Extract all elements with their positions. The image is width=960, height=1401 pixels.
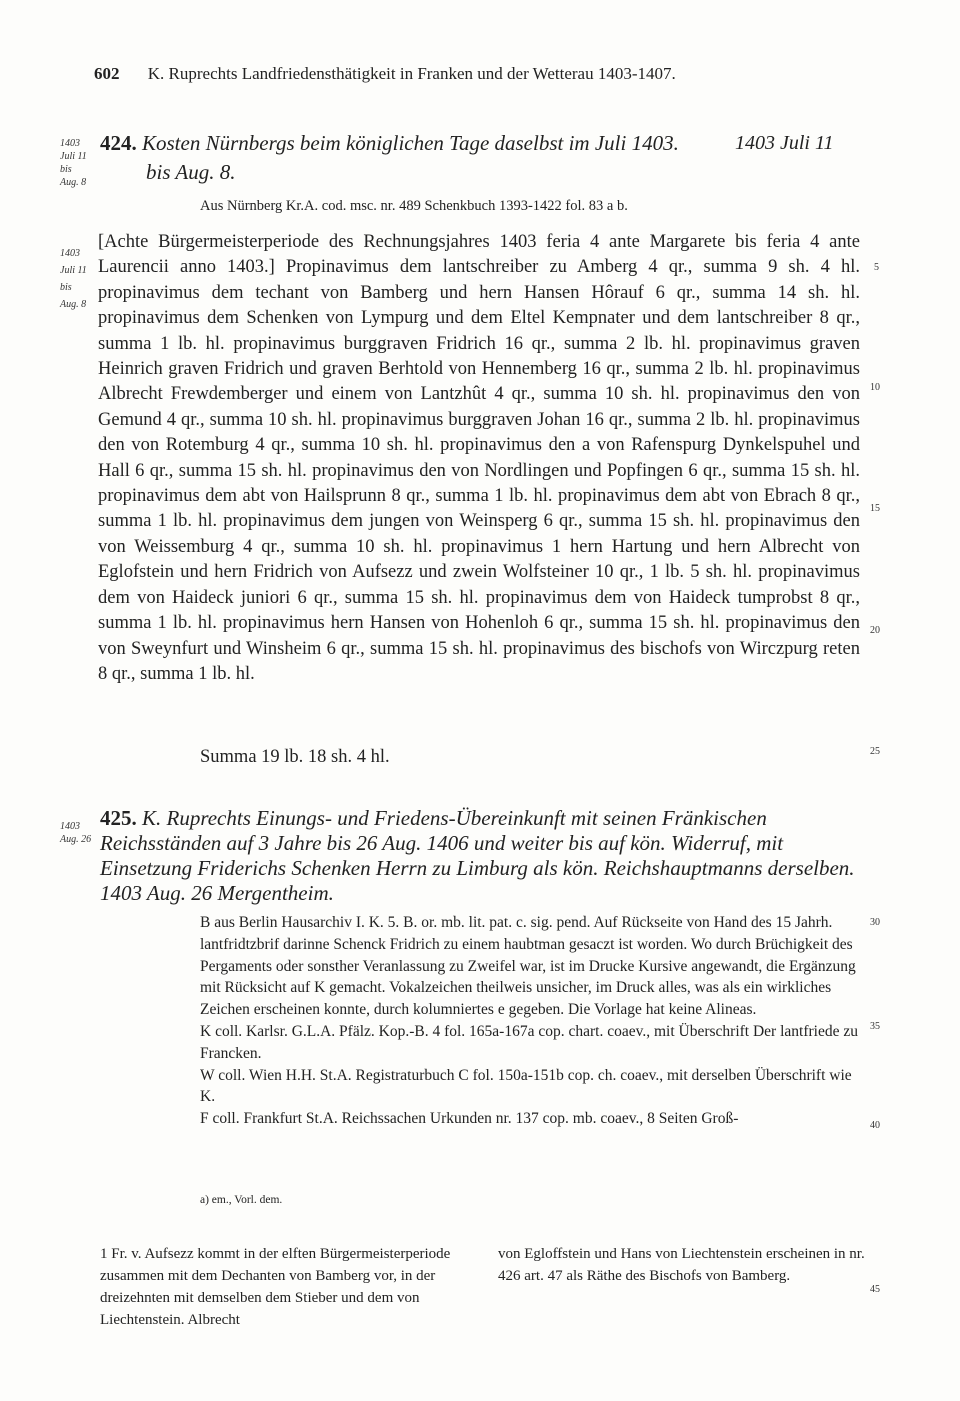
doc-425-notes — [200, 912, 865, 1130]
margin-date-line: bis — [60, 164, 72, 175]
note-paragraph: K coll. Karlsr. G.L.A. Pfälz. Kop.-B. 4 fol. 165a-167a cop. chart. coaev., mit Überschrift Der lantfriede zu Francken. — [200, 1022, 858, 1062]
footnote-1-col1: 1 Fr. v. Aufsezz kommt in der elften Bürgermeisterperiode zusammen mit dem Dechanten von Bamberg vor, in der dreizehnten mit demselben dem Stieber und dem von Liechtenstein. Albrecht — [100, 1246, 451, 1328]
margin-date-line: 1403 — [60, 821, 80, 832]
page-number: 602 — [94, 64, 120, 83]
margin-date-424-text — [60, 245, 87, 313]
doc-title-cont: bis Aug. 8. — [146, 160, 236, 184]
margin-date-424 — [60, 137, 87, 189]
doc-date: 1403 Juli 11 — [735, 132, 834, 154]
doc-number: 424. — [100, 131, 137, 155]
doc-425-heading — [100, 806, 865, 906]
doc-number: 425. — [100, 806, 137, 830]
line-number: 45 — [870, 1284, 880, 1295]
note-paragraph: W coll. Wien H.H. St.A. Registraturbuch C fol. 150a-151b cop. ch. coaev., mit derselben Überschrift wie K. — [200, 1066, 852, 1106]
note-paragraph: B aus Berlin Hausarchiv I. K. 5. B. or. mb. lit. pat. c. sig. pend. Auf Rückseite von Hand des 15 Jahrh. lantfridtzbrif darinne Schenck Fridrich zu einem haubtman gesaczt ist worden. Wo durch Brüchigkeit des Pergaments oder sonsther Veranlassung zu Zweifel war, ist im Drucke Kursive angewandt, die Ergänzung mit Rücksicht auf K gemacht. Vokalzeichen theilweis unsicher, im Druck alles, was als ein wirkliches Zeichen erscheinen konnte, durch kolumniertes e gegeben. Die Vorlage hat keine Alineas. — [200, 914, 856, 1019]
line-number: 20 — [870, 625, 880, 636]
line-number: 35 — [870, 1021, 880, 1032]
margin-date-line: Aug. 26 — [60, 834, 92, 845]
line-number: 30 — [870, 917, 880, 928]
line-number: 5 — [874, 262, 879, 273]
line-number: 25 — [870, 746, 880, 757]
margin-date-line: bis — [60, 282, 72, 293]
doc-title: K. Ruprechts Einungs- und Friedens-Übereinkunft mit seinen Fränkischen Reichsständen auf 3 Jahre bis 26 Aug. 1406 und weiter bis auf kön. Widerruf, mit Einsetzung Friderichs Schenken Herrn zu Limburg als kön. Reichshauptmanns derselben. 1403 Aug. 26 Mergentheim. — [100, 806, 855, 905]
running-header — [94, 64, 676, 84]
margin-date-line: Aug. 8 — [60, 177, 87, 188]
doc-424-heading — [100, 131, 679, 156]
margin-date-line: Juli 11 — [60, 151, 87, 162]
footnote-a: a) em., Vorl. dem. — [200, 1194, 283, 1206]
margin-date-line: Juli 11 — [60, 265, 87, 276]
running-title: K. Ruprechts Landfriedensthätigkeit in Franken und der Wetterau 1403-1407. — [147, 64, 676, 83]
doc-source: Aus Nürnberg Kr.A. cod. msc. nr. 489 Schenkbuch 1393-1422 fol. 83 a b. — [200, 198, 628, 214]
footnote-1-col2: von Egloffstein und Hans von Liechtenstein erscheinen in nr. 426 art. 47 als Räthe des Bischofs von Bamberg. — [498, 1246, 865, 1284]
margin-date-line: 1403 — [60, 248, 80, 259]
doc-title: Kosten Nürnbergs beim königlichen Tage daselbst im Juli 1403. — [142, 131, 679, 155]
margin-date-425 — [60, 820, 91, 846]
margin-date-line: Aug. 8 — [60, 299, 87, 310]
margin-date-line: 1403 — [60, 138, 80, 149]
line-number: 15 — [870, 503, 880, 514]
doc-424-text: [Achte Bürgermeisterperiode des Rechnungsjahres 1403 feria 4 ante Margarete bis feria 4 ante Laurencii anno 1403.] Propinavimus dem lantschreiber zu Amberg 4 qr., summa 9 sh. 4 hl. propinavimus dem techant von Bamberg und hern Hansen Hôrauf 6 qr., summa 14 sh. hl. propinavimus dem Schenken von Lympurg und dem Eltel Kempnater und dem lantschreiber 8 qr., summa 1 lb. hl. propinavimus burggraven Fridrich 16 qr., summa 2 lb. hl. propinavimus graven Heinrich graven Fridrich und graven Berhtold von Hennemberg 16 qr., summa 2 lb. hl. propinavimus Albrecht Frewdemberger und einem von Lantzhût 4 qr., summa 10 sh. hl. propinavimus den von Gemund 4 qr., summa 10 sh. hl. propinavimus burggraven Johan 16 qr., summa 2 lb. hl. propinavimus den von Rotemburg 4 qr., summa 10 sh. hl. propinavimus den a von Rafenspurg Dynkelspuhel und Hall 6 qr., summa 15 sh. hl. propinavimus den von Nordlingen und Popfingen 6 qr., summa 15 sh. hl. propinavimus dem abt von Hailsprunn 8 qr., summa 1 lb. hl. propinavimus dem abt von Ebrach 8 qr., summa 1 lb. hl. propinavimus dem jungen von Weinsperg 6 qr., summa 15 sh. hl. propinavimus den von Weissemburg 4 qr., summa 10 sh. hl. propinavimus 1 hern Hartung und hern Albrecht von Eglofstein und hern Fridrich von Aufsezz und zwein Wolfsteiner 10 qr., 1 lb. 5 sh. hl. propinavimus dem von Haideck juniori 6 qr., summa 15 sh. hl. propinavimus dem von Haideck tumprobst 8 qr., summa 1 lb. hl. propinavimus hern Hansen von Hohenloh 6 qr., summa 15 sh. hl. propinavimus den von Sweynfurt und Winsheim 6 qr., summa 15 sh. hl. propinavimus des bischofs von Wirczpurg reten 8 qr., summa 1 lb. hl. — [98, 232, 860, 684]
doc-424-summa: Summa 19 lb. 18 sh. 4 hl. — [200, 747, 390, 767]
note-paragraph: F coll. Frankfurt St.A. Reichssachen Urkunden nr. 137 cop. mb. coaev., 8 Seiten Groß- — [200, 1110, 739, 1128]
line-number: 10 — [870, 382, 880, 393]
line-number: 40 — [870, 1120, 880, 1131]
